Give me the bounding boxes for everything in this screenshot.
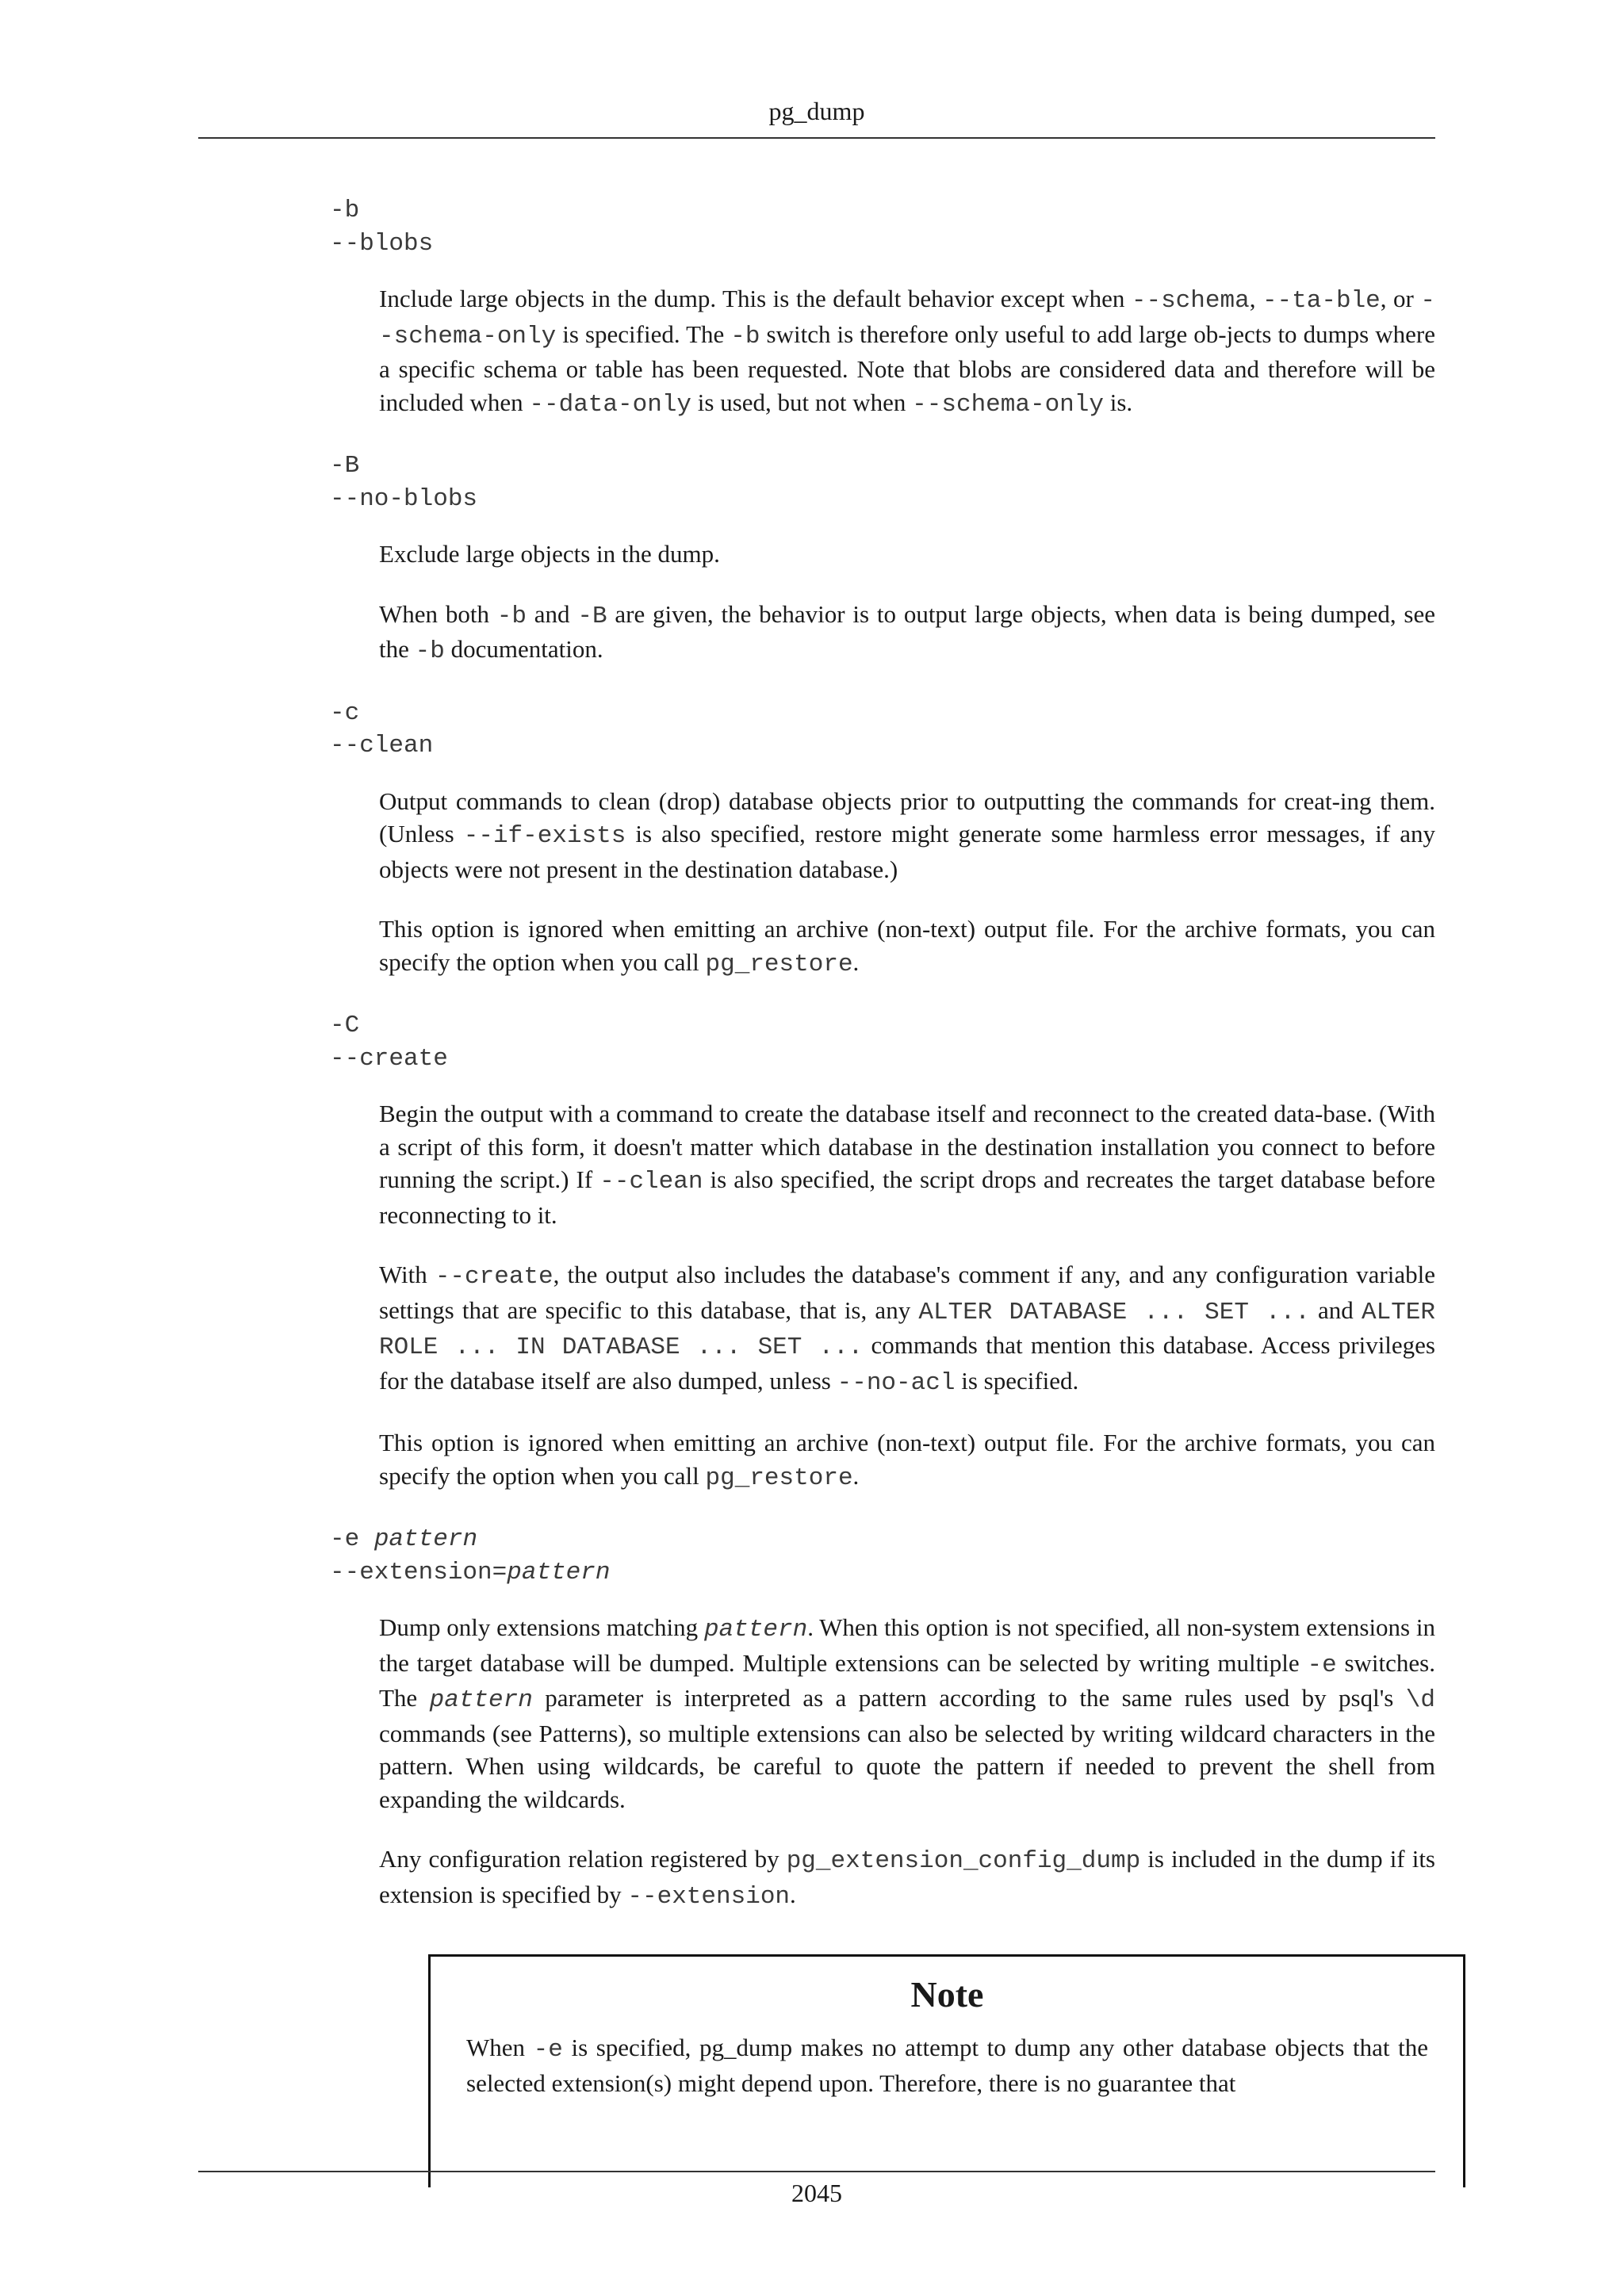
option-short: -b [330,197,360,224]
page-number: 2045 [791,2179,842,2207]
code-b: -b [730,322,760,350]
text: , or [1380,285,1421,312]
option-create [330,1009,1435,1494]
code-schema-only: --schema-only [379,287,1435,350]
text: Any configuration relation registered by [379,1845,787,1873]
option-description [379,1611,1435,1913]
text: and [526,599,578,628]
option-flag: --extension= [330,1558,508,1586]
text: commands (see Patterns), so multiple extensions can also be selected by writing wildcard characters in the pattern. When using wildcards, be careful to quote the pattern if needed to prevent the shell from expanding the wildcards. [379,1719,1435,1813]
text: Begin the output with a command to create the database itself and reconnect to the created data-base. (With a script of this form, it doesn't matter which database in the destination installation you connect to before running the script.) If [379,1100,1435,1193]
description-paragraph: Exclude large objects in the dump. [379,540,720,568]
code-pattern: pattern [429,1686,533,1714]
description-paragraph [379,1843,1435,1913]
description-paragraph [379,1258,1435,1399]
option-short: -c [330,698,360,727]
text: is also specified, the script drops and recreates the target database before reconnecting to it. [379,1165,1435,1229]
code-create: --create [435,1263,553,1291]
code-data-only: --data-only [529,390,692,419]
option-long: --blobs [330,229,434,258]
text: switch is therefore only useful to add large ob-jects to dumps where a specific schema or table has been requested. Note that blobs are considered data and therefore will be included when [379,320,1435,416]
option-terms [330,1009,1435,1075]
option-description [379,1097,1435,1494]
code-extension: --extension [627,1882,791,1911]
description-paragraph [379,282,1435,421]
text: is specified. [955,1366,1079,1395]
text: is specified. The [556,320,731,348]
note-title: Note [910,1974,984,2015]
description-paragraph [379,1426,1435,1494]
text: This option is ignored when emitting an archive (non-text) output file. For the archive formats, you can specify the option when you call [379,915,1435,976]
text: With [379,1261,435,1288]
text: is. [1104,388,1133,416]
code-backslash-d: \d [1405,1686,1435,1714]
text: . [790,1880,796,1908]
code-e: -e [533,2036,563,2064]
code-clean: --clean [599,1168,703,1196]
code-b: -b [415,637,445,665]
option-flag: -e [330,1525,360,1553]
note-box [428,1954,1465,2187]
option-terms [330,697,1435,763]
option-list [330,194,1435,1942]
text: When both [379,599,497,628]
text: . When this option is not specified, all non-system extensions in the target database will be dumped. Multiple extensions can be selected by writing multiple [379,1613,1436,1677]
code-schema-only: --schema-only [912,390,1104,419]
option-terms [330,194,1435,260]
code-pattern: pattern [703,1616,808,1644]
footer-rule [198,2171,1435,2172]
text: is also specified, restore might generate some harmless error messages, if any objects were not present in the destination database.) [379,820,1436,883]
text: Include large objects in the dump. This is the default behavior except when [379,285,1132,312]
option-long [330,1556,1435,1590]
text: , [1249,285,1262,312]
code-pg-restore: pg_restore [705,950,853,978]
description-paragraph [379,785,1435,886]
text: parameter is interpreted as a pattern according to the same rules used by psql's [532,1684,1406,1712]
option-long: --no-blobs [330,484,478,513]
text: commands that mention this database. Access privileges for the database itself are also dumped, unless [379,1331,1436,1395]
code-pg-restore: pg_restore [705,1464,853,1492]
description-paragraph [379,598,1435,668]
option-long: --create [330,1044,448,1073]
page-header: pg_dump [768,97,865,125]
text: and [1309,1295,1362,1324]
code-schema: --schema [1131,287,1250,315]
text: This option is ignored when emitting an archive (non-text) output file. For the archive formats, you can specify the option when you call [379,1429,1435,1490]
code-B: -B [577,602,607,630]
option-short: -C [330,1012,360,1039]
option-clean [330,697,1435,982]
text: switches. The [379,1648,1435,1712]
code-b: -b [496,602,527,630]
note-text [466,2031,1428,2099]
code-e: -e [1307,1651,1337,1679]
option-description [379,282,1435,421]
option-no-blobs [330,450,1435,668]
option-short [330,1523,1435,1556]
text: is specified, pg_dump makes no attempt to dump any other database objects that the selected extension(s) might depend upon. Therefore, there is no guarantee that [466,2034,1428,2097]
option-long: --clean [330,732,434,760]
description-paragraph [379,1097,1435,1231]
text: is included in the dump if its extension is specified by [379,1845,1435,1908]
header-rule [198,137,1435,139]
option-description [379,538,1435,668]
text: , the output also includes the database's comment if any, and any configuration variable settings that are specific to this database, that is, any [379,1261,1435,1324]
code-no-acl: --no-acl [837,1368,956,1397]
text: is used, but not when [691,388,913,416]
description-paragraph [379,913,1435,981]
option-arg: pattern [507,1558,611,1586]
option-short: -B [330,452,360,480]
code-alter-role: ALTER ROLE ... IN DATABASE ... SET ... [379,1298,1435,1361]
code-table: --ta-ble [1262,287,1381,315]
text: Dump only extensions matching [379,1613,704,1641]
text: When [466,2034,534,2061]
option-description [379,785,1435,982]
text: are given, the behavior is to output large objects, when data is being dumped, see the [379,599,1435,663]
text: . [852,1461,860,1490]
text: Output commands to clean (drop) database objects prior to outputting the commands for creat-ing them. (Unless [379,786,1435,848]
text: documentation. [444,635,603,663]
code-if-exists: --if-exists [463,822,626,850]
option-extension [330,1523,1435,1913]
code-pg-extension-config-dump: pg_extension_config_dump [786,1847,1141,1875]
option-arg: pattern [373,1525,478,1553]
option-terms [330,450,1435,515]
code-alter-database: ALTER DATABASE ... SET ... [918,1298,1310,1326]
option-terms [330,1523,1435,1589]
option-blobs [330,194,1435,421]
text: . [852,947,860,976]
description-paragraph [379,1611,1435,1816]
